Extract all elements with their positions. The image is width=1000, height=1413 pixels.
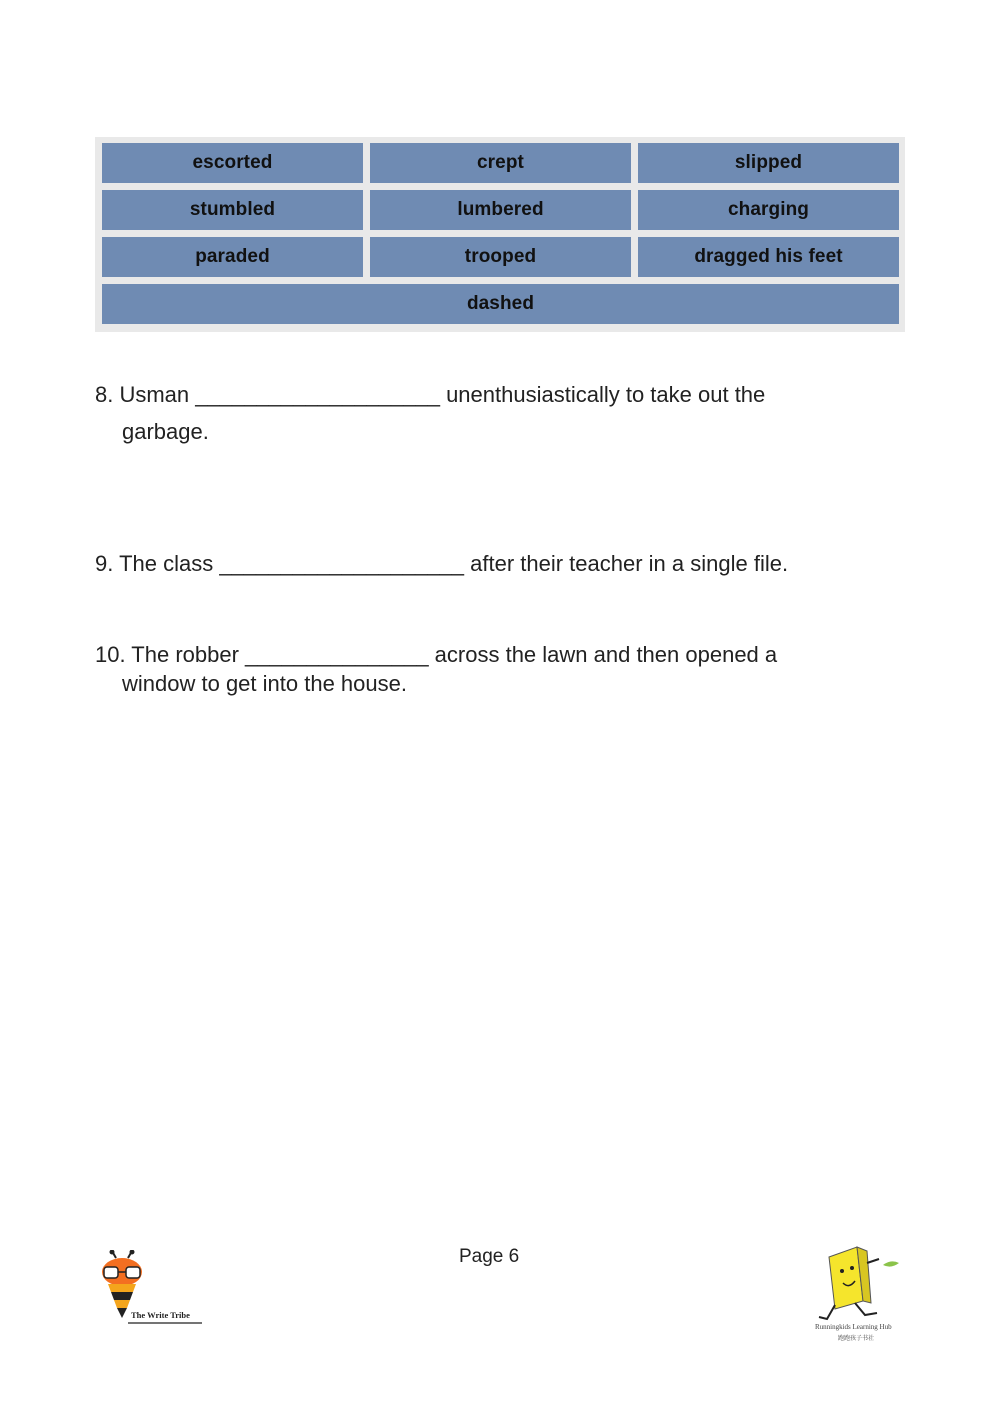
word-bank-cell: slipped	[638, 143, 899, 183]
question-8	[95, 377, 765, 450]
word-bank-cell: charging	[638, 190, 899, 230]
word-bank-cell: dragged his feet	[638, 237, 899, 277]
word-bank-cell: paraded	[102, 237, 363, 277]
word-bank-cell: crept	[370, 143, 631, 183]
word-bank-cell: lumbered	[370, 190, 631, 230]
question-8-line-2: garbage.	[122, 419, 209, 444]
write-tribe-logo	[98, 1250, 208, 1330]
question-8-line-1: 8. Usman ____________________ unenthusiastically to take out the	[95, 382, 766, 407]
write-tribe-label: The Write Tribe	[131, 1310, 190, 1320]
runningkids-label: Runningkids Learning Hub	[815, 1323, 892, 1331]
question-10-line-2: window to get into the house.	[122, 671, 407, 696]
question-9-line-1: 9. The class ____________________ after their teacher in a single file.	[95, 551, 789, 576]
word-bank-cell: escorted	[102, 143, 363, 183]
runningkids-logo	[805, 1243, 915, 1343]
word-bank-table	[95, 137, 905, 332]
page-number: Page 6	[459, 1246, 520, 1267]
word-bank-cell-wide: dashed	[102, 284, 899, 324]
runningkids-sublabel: 跑跑孩子书社	[838, 1335, 875, 1342]
question-10	[95, 640, 777, 698]
word-bank-cell: trooped	[370, 237, 631, 277]
question-10-line-1: 10. The robber _______________ across the lawn and then opened a	[95, 642, 778, 667]
word-bank-cell: stumbled	[102, 190, 363, 230]
question-9	[95, 546, 788, 582]
